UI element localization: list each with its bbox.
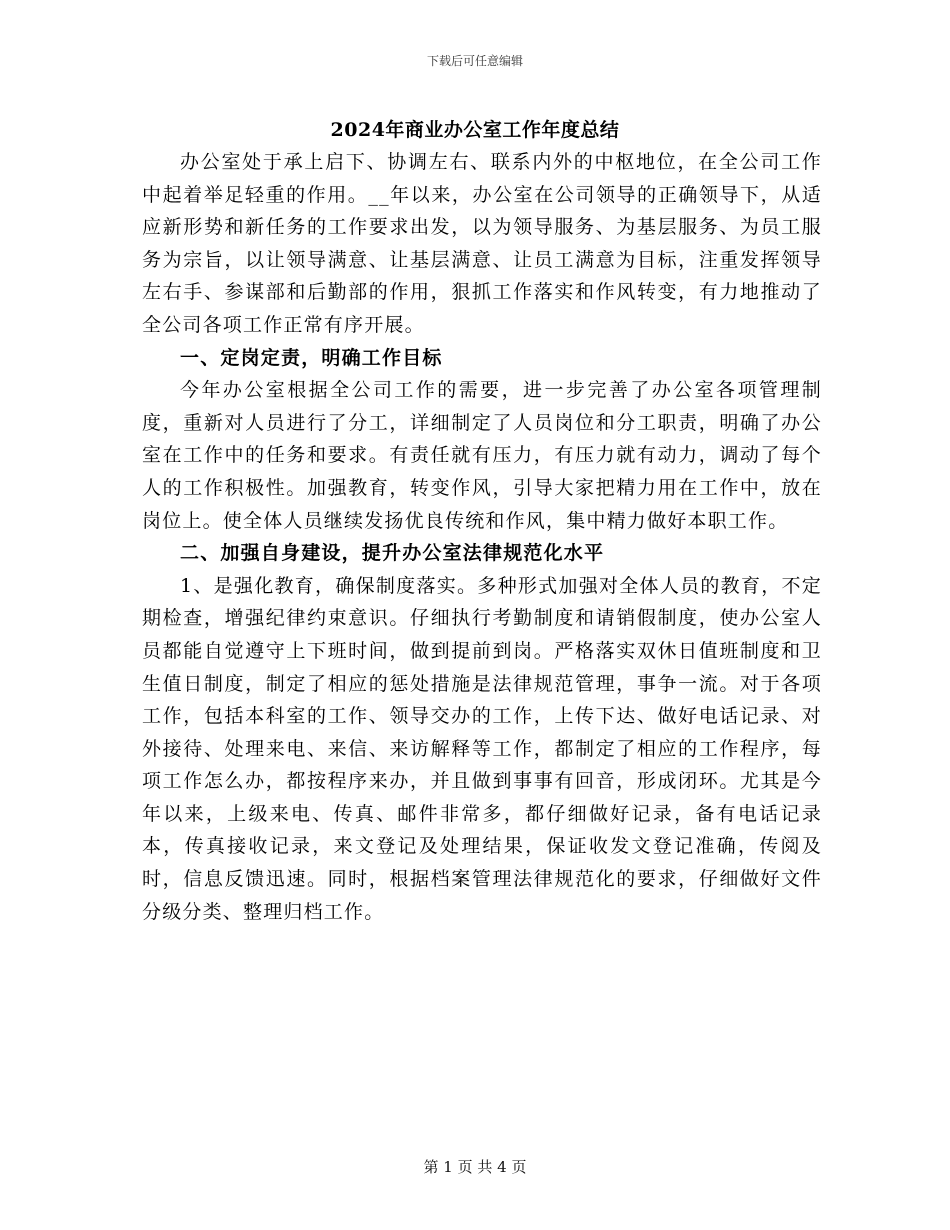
document-title: 2024年商业办公室工作年度总结	[330, 119, 620, 141]
intro-paragraph: 办公室处于承上启下、协调左右、联系内外的中枢地位，在全公司工作中起着举足轻重的作用。__年以来，办公室在公司领导的正确领导下，从适应新形势和新任务的工作要求出发，以为领导服务、为基层服务、为员工服务为宗旨，以让领导满意、让基层满意、让员工满意为目标，注重发挥领导左右手、参谋部和后勤部的作用，狠抓工作落实和作风转变，有力地推动了全公司各项工作正常有序开展。	[142, 151, 822, 336]
section-2-paragraph: 1、是强化教育，确保制度落实。多种形式加强对全体人员的教育，不定期检查，增强纪律约束意识。仔细执行考勤制度和请销假制度，使办公室人员都能自觉遵守上下班时间，做到提前到岗。严格落实双休日值班制度和卫生值日制度，制定了相应的惩处措施是法律规范管理，事争一流。对于各项工作，包括本科室的工作、领导交办的工作，上传下达、做好电话记录、对外接待、处理来电、来信、来访解释等工作，都制定了相应的工作程序，每项工作怎么办，都按程序来办，并且做到事事有回音，形成闭环。尤其是今年以来，上级来电、传真、邮件非常多，都仔细做好记录，备有电话记录本，传真接收记录，来文登记及处理结果，保证收发文登记准确，传阅及时，信息反馈迅速。同时，根据档案管理法律规范化的要求，仔细做好文件分级分类、整理归档工作。	[142, 574, 822, 923]
document-body	[142, 146, 822, 928]
section-1-paragraph: 今年办公室根据全公司工作的需要，进一步完善了办公室各项管理制度，重新对人员进行了分工，详细制定了人员岗位和分工职责，明确了办公室在工作中的任务和要求。有责任就有压力，有压力就有动力，调动了每个人的工作积极性。加强教育，转变作风，引导大家把精力用在工作中，放在岗位上。使全体人员继续发扬优良传统和作风，集中精力做好本职工作。	[142, 379, 822, 532]
section-1-heading: 一、定岗定责，明确工作目标	[180, 346, 443, 369]
page-header-note: 下载后可任意编辑	[426, 54, 523, 68]
section-2-heading: 二、加强自身建设，提升办公室法律规范化水平	[180, 542, 605, 565]
page-number: 第 1 页 共 4 页	[423, 1158, 527, 1176]
